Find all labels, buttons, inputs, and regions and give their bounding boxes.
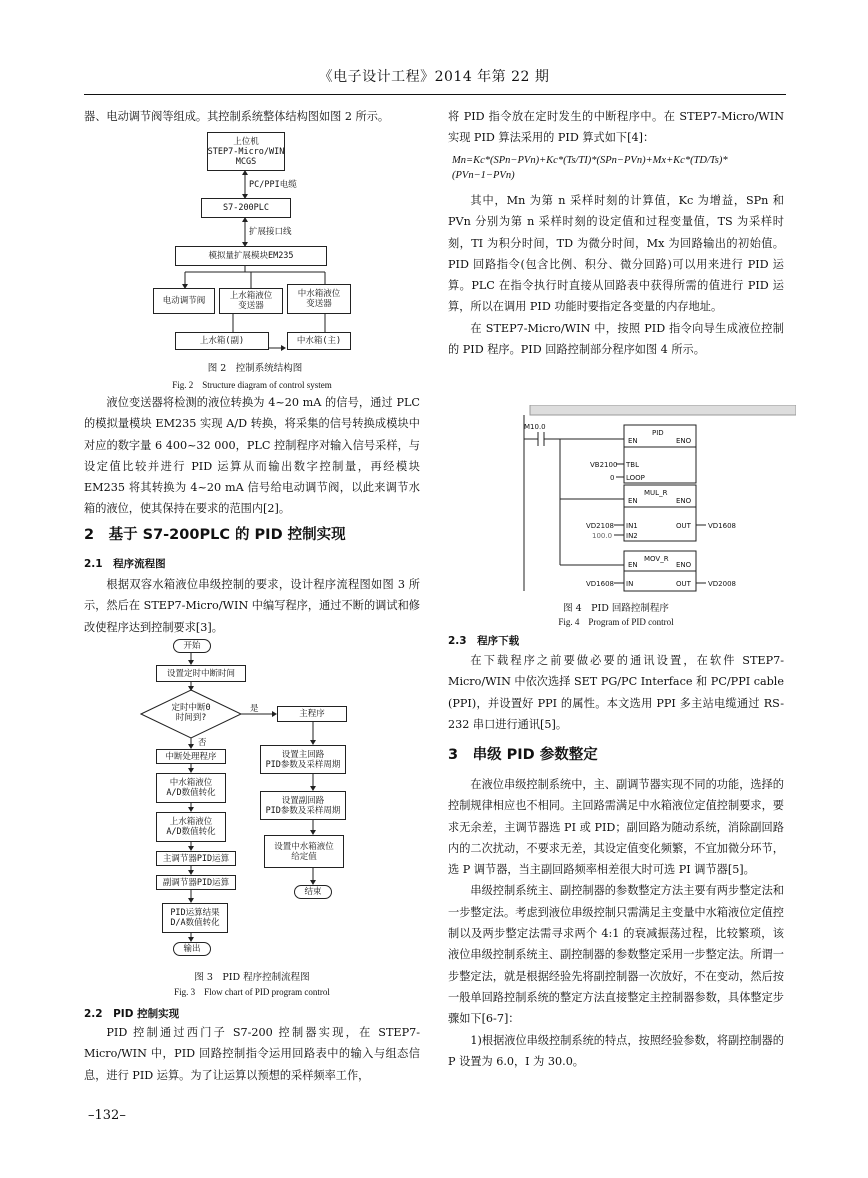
subsection-2-2-heading: 2.2 PID 控制实现 [84, 1008, 180, 1020]
right-body-2 [448, 190, 784, 360]
figure-3 [140, 636, 370, 966]
pid-en: EN [628, 437, 638, 445]
set-sub-loop-box: 设置副回路 PID参数及采样周期 [260, 791, 346, 820]
mov-in-value: VD1608 [586, 580, 614, 588]
upper-ad-box: 上水箱液位 A/D数值转化 [156, 812, 226, 842]
host-computer-box: 上位机 STEP7-Micro/WIN MCGS [207, 132, 285, 171]
left-body-3 [84, 1022, 420, 1086]
master-pid-box: 主调节器PID运算 [156, 851, 236, 866]
mul-block-title: MUL_R [644, 489, 668, 497]
left-body-2 [84, 574, 420, 638]
pid-loop: LOOP [626, 474, 645, 482]
valve-box: 电动调节阀 [153, 288, 215, 314]
paragraph-step7: 在 STEP7-Micro/WIN 中，按照 PID 指令向导生成液位控制的 PID 程序。PID 回路控制部分程序如图 4 所示。 [448, 321, 784, 357]
mov-out: OUT [676, 580, 691, 588]
figure-2 [145, 128, 435, 378]
interrupt-proc-box: 中断处理程序 [156, 749, 226, 764]
upper-transmitter-box: 上水箱液位 变送器 [219, 288, 283, 314]
mul-in2: IN2 [626, 532, 638, 540]
paragraph-cascade-1: 在液位串级控制系统中，主、副调节器实现不同的功能，选择的控制规律相应也不相同。主回路需满足中水箱液位定值控制要求，要求无余差，主调节器选 PI 或 PID；副回路为随动系统，消除副回路内的二次扰动，不要求无差，其设定值变化频繁，不宜加微分环节，选 P 调节器，当主副回路频率相差很大时可选 PI 调节器[5]。 [448, 778, 784, 877]
journal-header: 《电子设计工程》2014 年第 22 期 [318, 69, 550, 85]
upper-tank-box: 上水箱(副) [175, 332, 269, 350]
pid-tbl: TBL [626, 461, 639, 469]
mid-ad-box: 中水箱液位 A/D数值转化 [156, 773, 226, 803]
right-body-3 [448, 650, 784, 735]
figure-3-caption-en: Fig. 3 Flow chart of PID program control [174, 987, 330, 997]
yes-label: 是 [250, 704, 259, 714]
end-terminal: 结束 [294, 885, 332, 899]
da-box: PID运算结果 D/A数值转化 [162, 903, 228, 933]
slave-pid-box: 副调节器PID运算 [156, 875, 236, 890]
main-program-box: 主程序 [277, 706, 347, 722]
mul-eno: ENO [676, 497, 692, 505]
mid-tank-box: 中水箱(主) [287, 332, 351, 350]
pid-eno: ENO [676, 437, 692, 445]
paragraph-flowchart: 根据双容水箱液位串级控制的要求，设计程序流程图如图 3 所示，然后在 STEP7-Micro/WIN 中编写程序，通过不断的调试和修改使程序达到控制要求[3]。 [84, 578, 420, 634]
contact-label: M10.0 [524, 423, 546, 431]
paragraph-continued: 将 PID 指令放在定时发生的中断程序中。在 STEP7-Micro/WIN 实现 PID 算法采用的 PID 算式如下[4]： [448, 110, 784, 145]
pid-loop-value: 0 [610, 474, 615, 482]
start-terminal: 开始 [173, 639, 211, 653]
pid-block-title: PID [652, 429, 664, 437]
set-setpoint-box: 设置中水箱液位 给定值 [264, 835, 344, 868]
figure-3-caption-cn: 图 3 PID 程序控制流程图 [194, 972, 310, 983]
pid-tbl-value: VB2100 [590, 461, 618, 469]
paragraph-cascade-3: 1)根据液位串级控制系统的特点，按照经验参数，将副控制器的 P 设置为 6.0，I 为 30.0。 [448, 1033, 784, 1068]
mul-in1-value: VD2108 [586, 522, 614, 530]
pid-formula-text: Mn=Kc*(SPn−PVn)+Kc*(Ts/TI)*(SPn−PVn)+Mx+Kc*(TD/Ts)*(PVn−1−PVn) [452, 155, 728, 181]
em235-box: 模拟量扩展模块EM235 [175, 246, 327, 266]
left-intro [84, 106, 420, 127]
mov-out-value: VD2008 [708, 580, 736, 588]
subsection-2-3-heading: 2.3 程序下载 [448, 635, 520, 647]
figure-4-caption-en: Fig. 4 Program of PID control [558, 617, 674, 627]
header-rule [84, 94, 786, 95]
figure-2-caption-cn: 图 2 控制系统结构图 [207, 363, 303, 374]
figure-4-caption-cn: 图 4 PID 回路控制程序 [563, 603, 669, 614]
figure-4 [510, 405, 796, 595]
right-body-4 [448, 774, 784, 1072]
mov-in: IN [626, 580, 634, 588]
set-interrupt-box: 设置定时中断时间 [156, 665, 246, 682]
mul-in2-value: 100.0 [592, 532, 613, 540]
mul-in1: IN1 [626, 522, 638, 530]
mov-en: EN [628, 561, 638, 569]
figure-2-caption-en: Fig. 2 Structure diagram of control system [172, 380, 332, 390]
mul-out: OUT [676, 522, 691, 530]
paragraph-download: 在下载程序之前要做必要的通讯设置，在软件 STEP7-Micro/WIN 中依次选择 SET PG/PC Interface 和 PC/PPI cable (PPI)，并设置好 PPI 的属性。本文选用 PPI 多主站电缆通过 RS-232 串口进行通讯[5]。 [448, 654, 784, 731]
intro-paragraph: 器、电动调节阀等组成。其控制系统整体结构图如图 2 所示。 [84, 110, 390, 123]
section-3-heading: 3 串级 PID 参数整定 [448, 747, 598, 763]
subsection-2-1-heading: 2.1 程序流程图 [84, 558, 166, 570]
page-number: –132– [88, 1108, 126, 1123]
mov-block-title: MOV_R [644, 555, 669, 563]
output-terminal: 输出 [173, 942, 211, 956]
paragraph-transmitter: 液位变送器将检测的液位转换为 4~20 mA 的信号，通过 PLC 的模拟量模块 EM235 实现 A/D 转换，将采集的信号转换成模块中对应的数字量 6 400~32 000，PLC 控制程序对输入信号采样，与设定值比较并进行 PID 运算从而输出数字控制量，再经模块 EM235 将其转换为 4~20 mA 信号给电动调节阀，以此来调节水箱的液位，使其保持在要求的范围内[2]。 [84, 396, 420, 516]
ext-label: 扩展接口线 [249, 227, 292, 237]
set-main-loop-box: 设置主回路 PID参数及采样周期 [260, 745, 346, 774]
pid-formula [452, 152, 788, 182]
mul-out-value: VD1608 [708, 522, 736, 530]
plc-box: S7-200PLC [201, 198, 291, 218]
paragraph-cascade-2: 串级控制系统主、副控制器的参数整定方法主要有两步整定法和一步整定法。考虑到液位串级控制只需满足主变量中水箱液位定值控制以及两步整定法需寻求两个 4:1 的衰减振荡过程，比较繁琐，该液位串级控制系统主、副控制器的参数整定采用一步整定法。所谓一步整定法，就是根据经验先将副控制器一次放好，不在变动，然后按一般单回路控制系统的整定方法直接整定主控制器参数，具体整定步骤如下[6-7]： [448, 884, 784, 1026]
cable-label: PC/PPI电缆 [249, 180, 297, 190]
decision-label: 定时中断0 时间到? [171, 703, 211, 723]
left-body-1 [84, 392, 420, 520]
section-2-heading: 2 基于 S7-200PLC 的 PID 控制实现 [84, 527, 346, 543]
figure-4-ladder [510, 405, 796, 595]
paragraph-pid-control: PID 控制通过西门子 S7-200 控制器实现，在 STEP7-Micro/WIN 中，PID 回路控制指令运用回路表中的输入与组态信息，进行 PID 运算。为了让运算以预想的采样频率工作， [84, 1026, 420, 1082]
paragraph-where: 其中，Mn 为第 n 采样时刻的计算值，Kc 为增益，SPn 和 PVn 分别为第 n 采样时刻的设定值和过程变量值，TS 为采样时刻，TI 为积分时间，TD 为微分时间，Mx 为回路输出的初始值。PID 回路指令(包含比例、积分、微分回路)可以用来进行 PID 运算。PLC 在指令执行时直接从回路表中获得所需的值进行 PID 运算，所以在调用 PID 功能时要指定各变量的内存地址。 [448, 194, 784, 314]
mid-transmitter-box: 中水箱液位 变送器 [287, 284, 351, 314]
mul-en: EN [628, 497, 638, 505]
right-body-1 [448, 106, 784, 149]
no-label: 否 [198, 738, 207, 748]
mov-eno: ENO [676, 561, 692, 569]
